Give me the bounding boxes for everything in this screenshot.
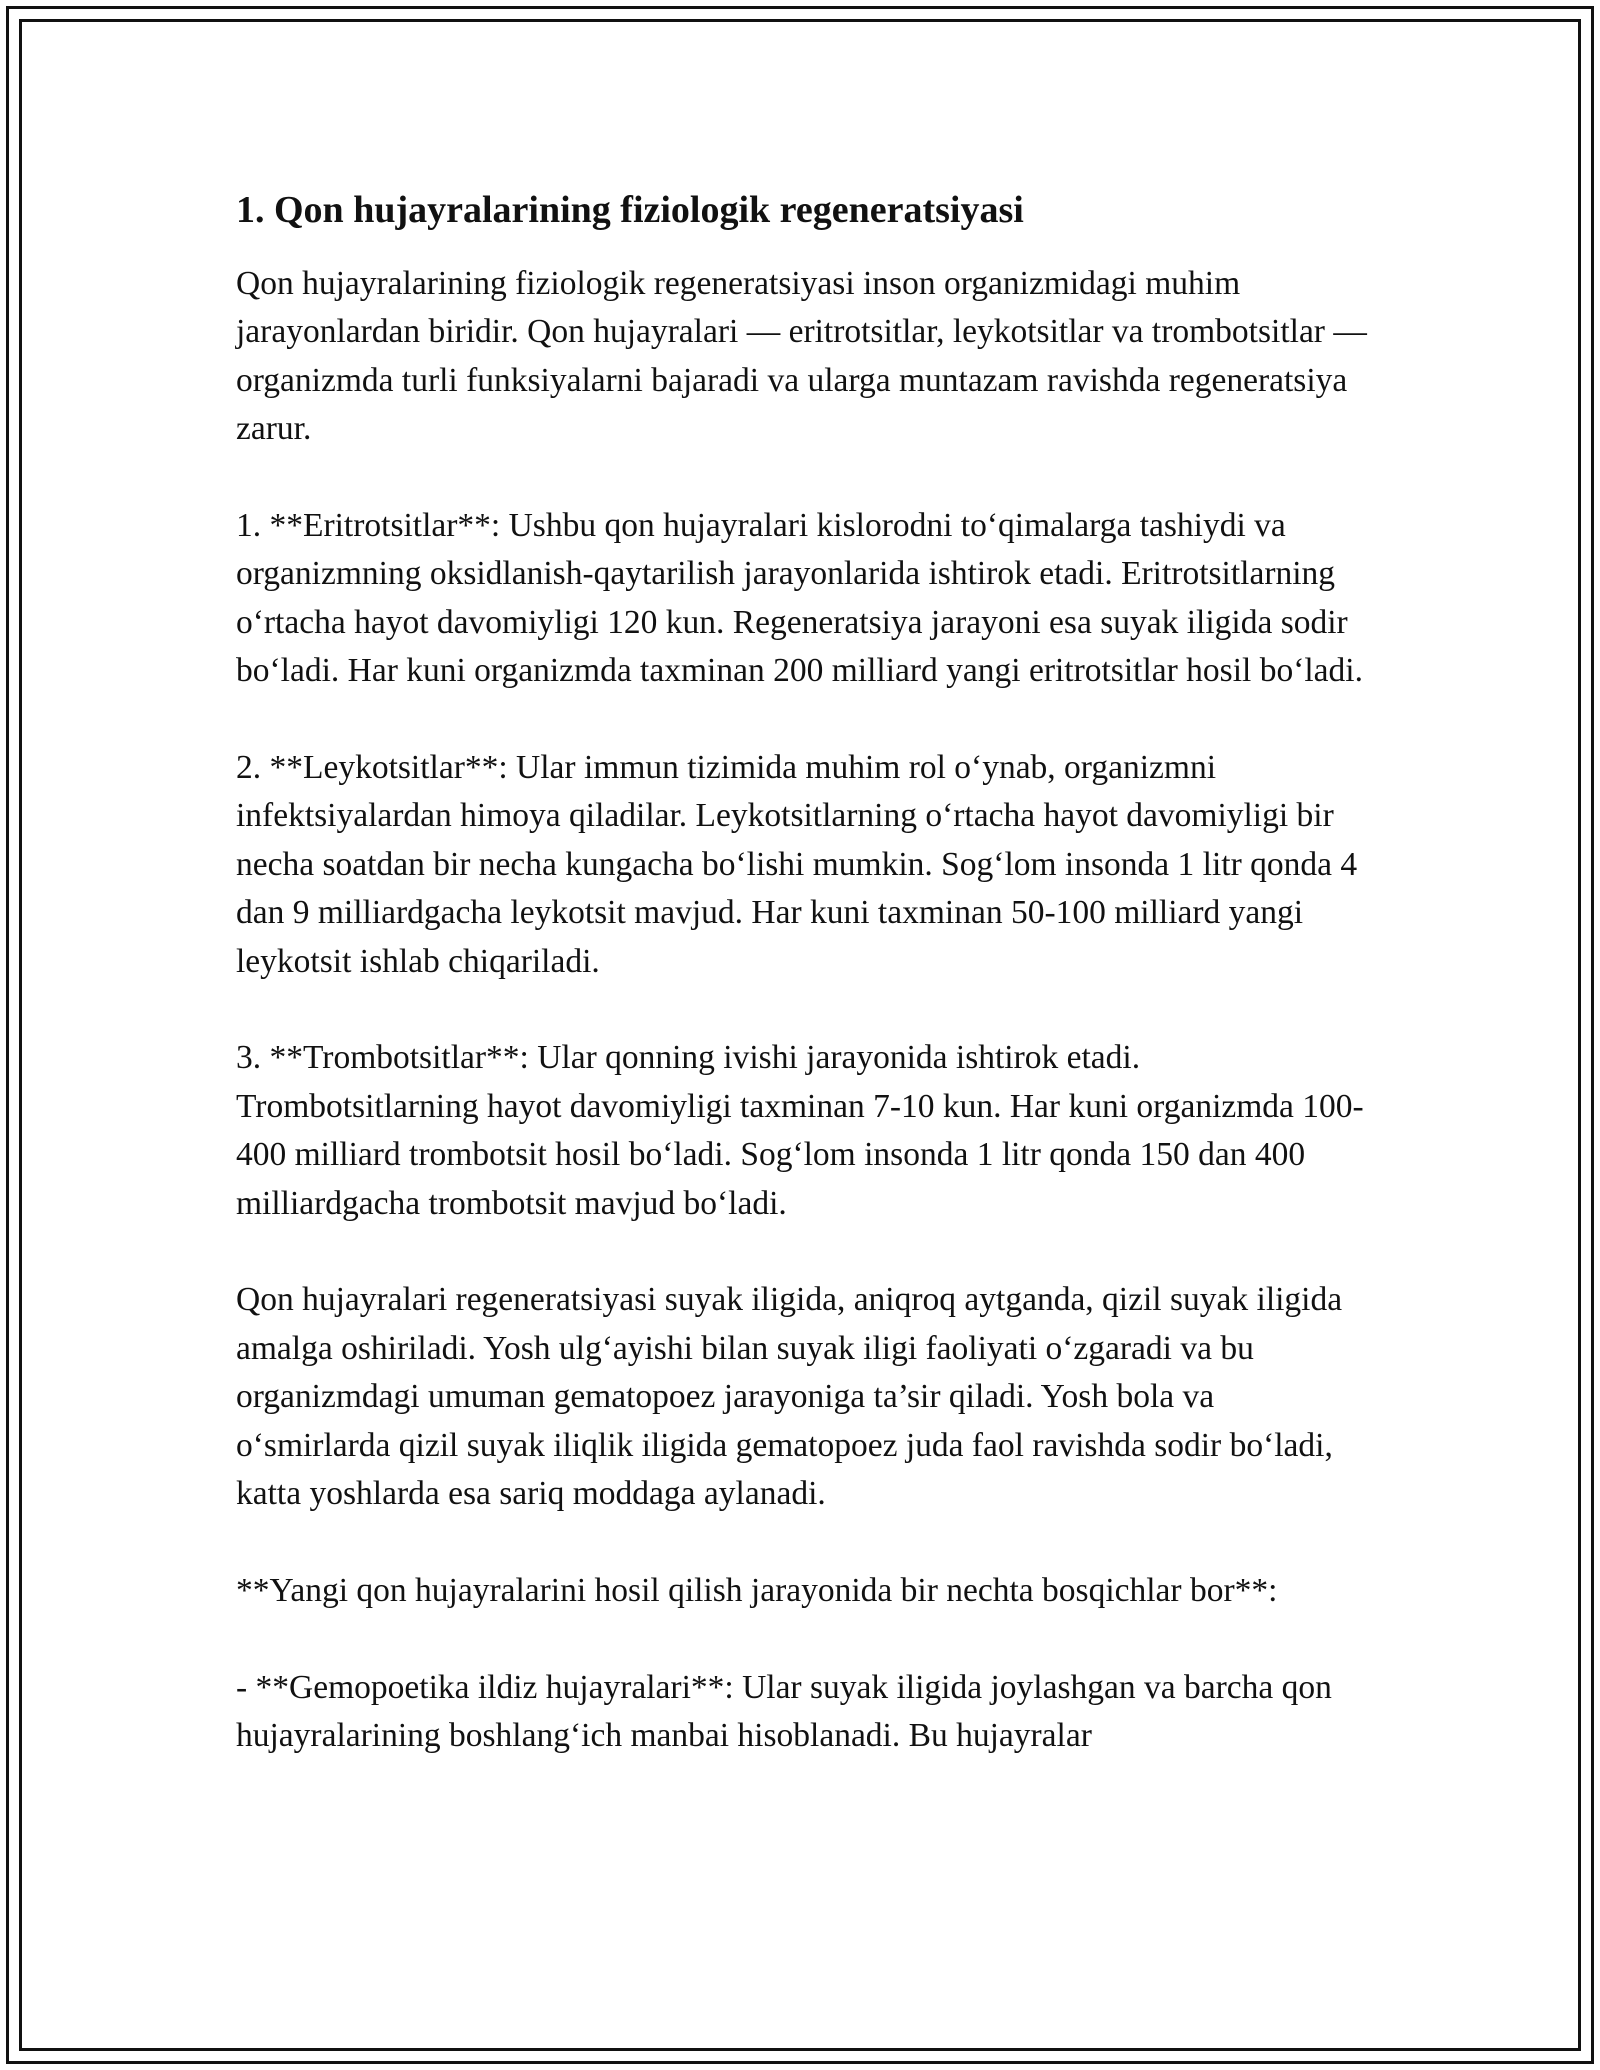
document-body <box>236 186 1376 1761</box>
paragraph-trombotsitlar: 3. **Trombotsitlar**: Ular qonning ivishi jarayonida ishtirok etadi. Trombotsitlarning hayot davomiyligi taxminan 7-10 kun. Har kuni organizmda 100-400 milliard trombotsit hosil bo‘ladi. Sog‘lom insonda 1 litr qonda 150 dan 400 milliardgacha trombotsit mavjud bo‘ladi. <box>236 1039 1364 1222</box>
paragraph-eritrotsitlar: 1. **Eritrotsitlar**: Ushbu qon hujayralari kislorodni to‘qimalarga tashiydi va organizmning oksidlanish-qaytarilish jarayonlarida ishtirok etadi. Eritrotsitlarning o‘rtacha hayot davomiyligi 120 kun. Regeneratsiya jarayoni esa suyak iligida sodir bo‘ladi. Har kuni organizmda taxminan 200 milliard yangi eritrotsitlar hosil bo‘ladi. <box>236 507 1363 690</box>
paragraph-regeneration-site: Qon hujayralari regeneratsiyasi suyak iligida, aniqroq aytganda, qizil suyak iligida amalga oshiriladi. Yosh ulg‘ayishi bilan suyak iligi faoliyati o‘zgaradi va bu organizmdagi umuman gematopoez jarayoniga ta’sir qiladi. Yosh bola va o‘smirlarda qizil suyak iliqlik iligida gematopoez juda faol ravishda sodir bo‘ladi, katta yoshlarda esa sariq moddaga aylanadi. <box>236 1281 1343 1513</box>
section-title: 1. Qon hujayralarining fiziologik regeneratsiyasi <box>236 189 1024 231</box>
paragraph-stages-heading: **Yangi qon hujayralarini hosil qilish jarayonida bir nechta bosqichlar bor**: <box>236 1571 1278 1609</box>
paragraph-stem-cells: - **Gemopoetika ildiz hujayralari**: Ular suyak iligida joylashgan va barcha qon hujayralarining boshlang‘ich manbai hisoblanadi. Bu hujayralar <box>236 1668 1332 1755</box>
paragraph-leykotsitlar: 2. **Leykotsitlar**: Ular immun tizimida muhim rol o‘ynab, organizmni infektsiyalardan himoya qiladilar. Leykotsitlarning o‘rtacha hayot davomiyligi bir necha soatdan bir necha kungacha bo‘lishi mumkin. Sog‘lom insonda 1 litr qonda 4 dan 9 milliardgacha leykotsit mavjud. Har kuni taxminan 50-100 milliard yangi leykotsit ishlab chiqariladi. <box>236 749 1358 980</box>
paragraph-intro: Qon hujayralarining fiziologik regeneratsiyasi inson organizmidagi muhim jarayonlardan biridir. Qon hujayralari — eritrotsitlar, leykotsitlar va trombotsitlar — organizmda turli funksiyalarni bajaradi va ularga muntazam ravishda regeneratsiya zarur. <box>236 265 1367 448</box>
